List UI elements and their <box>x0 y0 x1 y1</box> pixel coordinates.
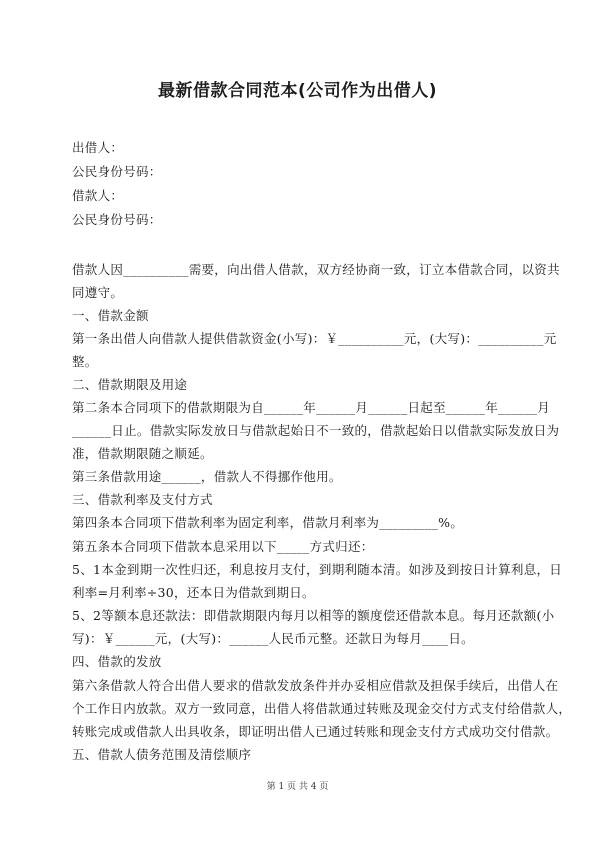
article-6-line-1: 第六条借款人符合出借人要求的借款发放条件并办妥相应借款及担保手续后，出借人在 <box>72 678 559 693</box>
article-2-line-3: 准，借款期限随之顺延。 <box>72 446 213 461</box>
clause-5-1-line-1: 5、1本金到期一次性归还，利息按月支付，到期利随本清。如涉及到按日计算利息，日 <box>72 562 563 577</box>
article-3: 第三条借款用途______，借款人不得挪作他用。 <box>72 469 342 484</box>
article-4: 第四条本合同项下借款利率为固定利率，借款月利率为_________%。 <box>72 515 464 530</box>
section-heading-debt-scope: 五、借款人债务范围及清偿顺序 <box>72 747 252 762</box>
preamble-line-1: 借款人因__________需要，向出借人借款，双方经协商一致，订立本借款合同，以资共 <box>72 262 560 277</box>
borrower-id-label: 公民身份号码： <box>72 212 162 227</box>
page-number-footer: 第 1 页 共 4 页 <box>266 782 329 792</box>
clause-5-2-line-2: 写)：￥______元，(大写)：______人民币元整。还款日为每月____日。 <box>72 631 474 646</box>
article-5: 第五条本合同项下借款本息采用以下_____方式归还： <box>72 539 374 554</box>
borrower-label: 借款人： <box>72 188 124 203</box>
article-2-line-1: 第二条本合同项下的借款期限为自______年______月______日起至______年______月 <box>72 400 551 415</box>
lender-id-label: 公民身份号码： <box>72 164 162 179</box>
preamble-line-2: 同遵守。 <box>72 285 124 300</box>
section-heading-disbursement: 四、借款的发放 <box>72 654 162 669</box>
article-6-line-2: 个工作日内放款。双方一致同意，出借人将借款通过转账及现金交付方式支付给借款人， <box>72 701 572 716</box>
article-1-line-1: 第一条出借人向借款人提供借款资金(小写)：￥__________元，(大写)：__________元 <box>72 331 557 346</box>
article-2-line-2: ______日止。借款实际发放日与借款起始日不一致的，借款起始日以借款实际发放日为 <box>72 423 560 438</box>
article-1-line-2: 整。 <box>72 354 98 369</box>
clause-5-2-line-1: 5、2等额本息还款法：即借款期限内每月以相等的额度偿还借款本息。每月还款额(小 <box>72 608 555 623</box>
clause-5-1-line-2: 利率=月利率÷30，还本日为借款到期日。 <box>72 585 315 600</box>
section-heading-amount: 一、借款金额 <box>72 308 149 323</box>
section-heading-term: 二、借款期限及用途 <box>72 377 188 392</box>
article-6-line-3: 转账完成或借款人出具收条，即证明出借人已通过转账和现金支付方式成功交付借款。 <box>72 724 559 739</box>
document-title: 最新借款合同范本(公司作为出借人) <box>157 81 438 101</box>
section-heading-interest: 三、借款利率及支付方式 <box>72 492 213 507</box>
lender-label: 出借人： <box>72 140 124 155</box>
